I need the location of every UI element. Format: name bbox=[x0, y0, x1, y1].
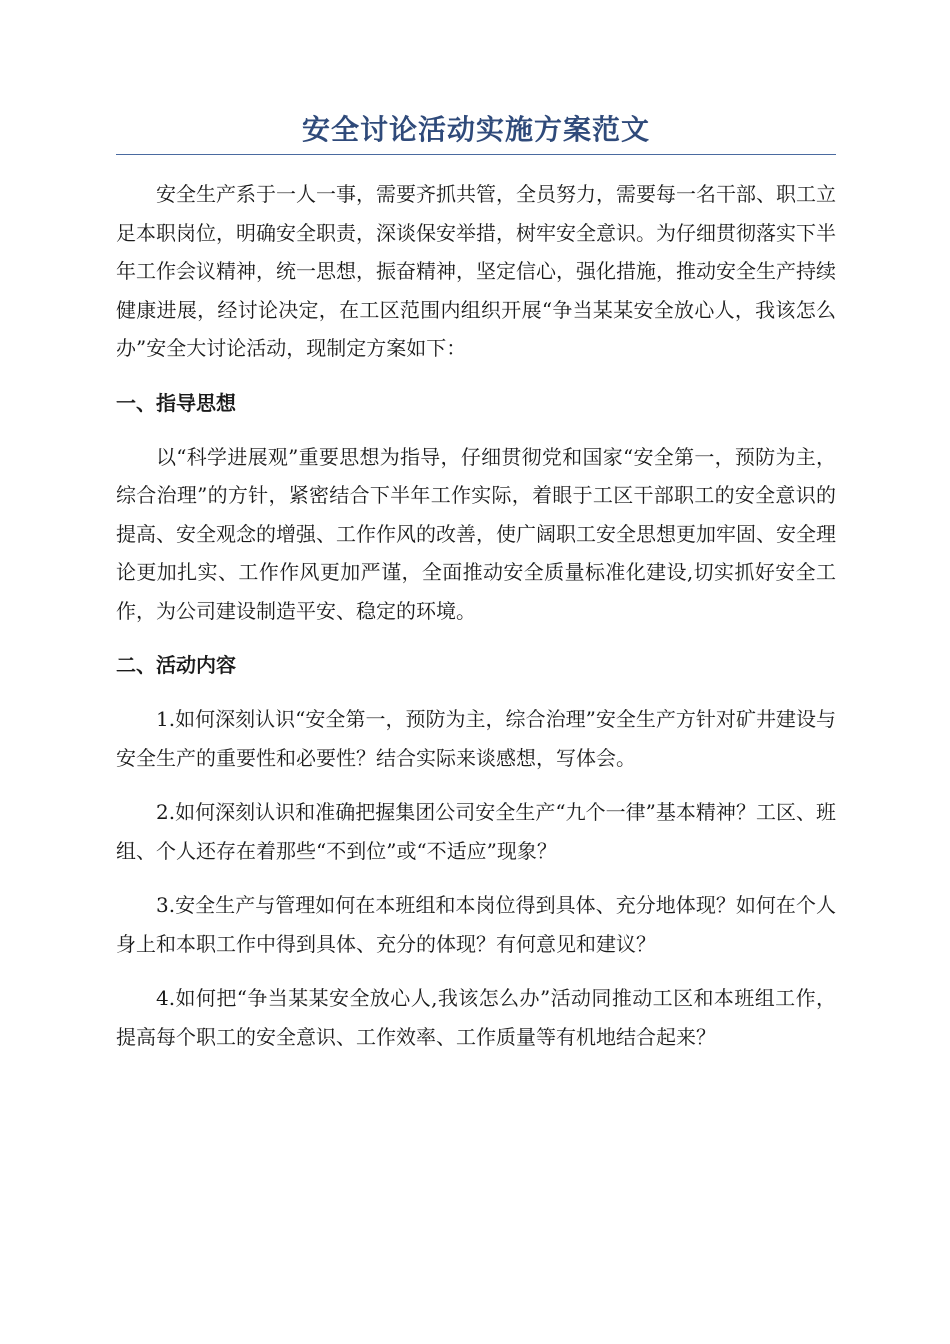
intro-paragraph: 安全生产系于一人一事，需要齐抓共管，全员努力，需要每一名干部、职工立足本职岗位，明确安全职责，深谈保安举措，树牢安全意识。为仔细贯彻落实下半年工作会议精神，统一思想，振奋精神，坚定信心，强化措施，推动安全生产持续健康进展，经讨论决定，在工区范围内组织开展“争当某某安全放心人，我该怎么办”安全大讨论活动，现制定方案如下： bbox=[116, 182, 836, 360]
document-page bbox=[116, 110, 836, 1072]
list-item: 4.如何把“争当某某安全放心人,我该怎么办”活动同推动工区和本班组工作，提高每个职工的安全意识、工作效率、工作质量等有机地结合起来？ bbox=[116, 986, 836, 1049]
list-item: 3.安全生产与管理如何在本班组和本岗位得到具体、充分地体现？如何在个人身上和本职工作中得到具体、充分的体现？有何意见和建议？ bbox=[116, 893, 836, 956]
section-guiding-thought bbox=[116, 384, 836, 631]
section-activity-content bbox=[116, 646, 836, 1056]
section-heading: 一、指导思想 bbox=[116, 390, 236, 415]
list-item: 2.如何深刻认识和准确把握集团公司安全生产“九个一律”基本精神？工区、班组、个人还存在着那些“不到位”或“不适应”现象？ bbox=[116, 800, 836, 863]
section-heading: 二、活动内容 bbox=[116, 653, 236, 677]
list-item: 1.如何深刻认识“安全第一，预防为主，综合治理”安全生产方针对矿井建设与安全生产的重要性和必要性？结合实际来谈感想，写体会。 bbox=[116, 707, 836, 770]
document-title: 安全讨论活动实施方案范文 bbox=[116, 110, 836, 155]
section-paragraph: 以“科学进展观”重要思想为指导，仔细贯彻党和国家“安全第一，预防为主，综合治理”的方针，紧密结合下半年工作实际，着眼于工区干部职工的安全意识的提高、安全观念的增强、工作作风的改善，使广阔职工安全思想更加牢固、安全理论更加扎实、工作作风更加严谨，全面推动安全质量标准化建设,切实抓好安全工作，为公司建设制造平安、稳定的环境。 bbox=[116, 444, 836, 623]
